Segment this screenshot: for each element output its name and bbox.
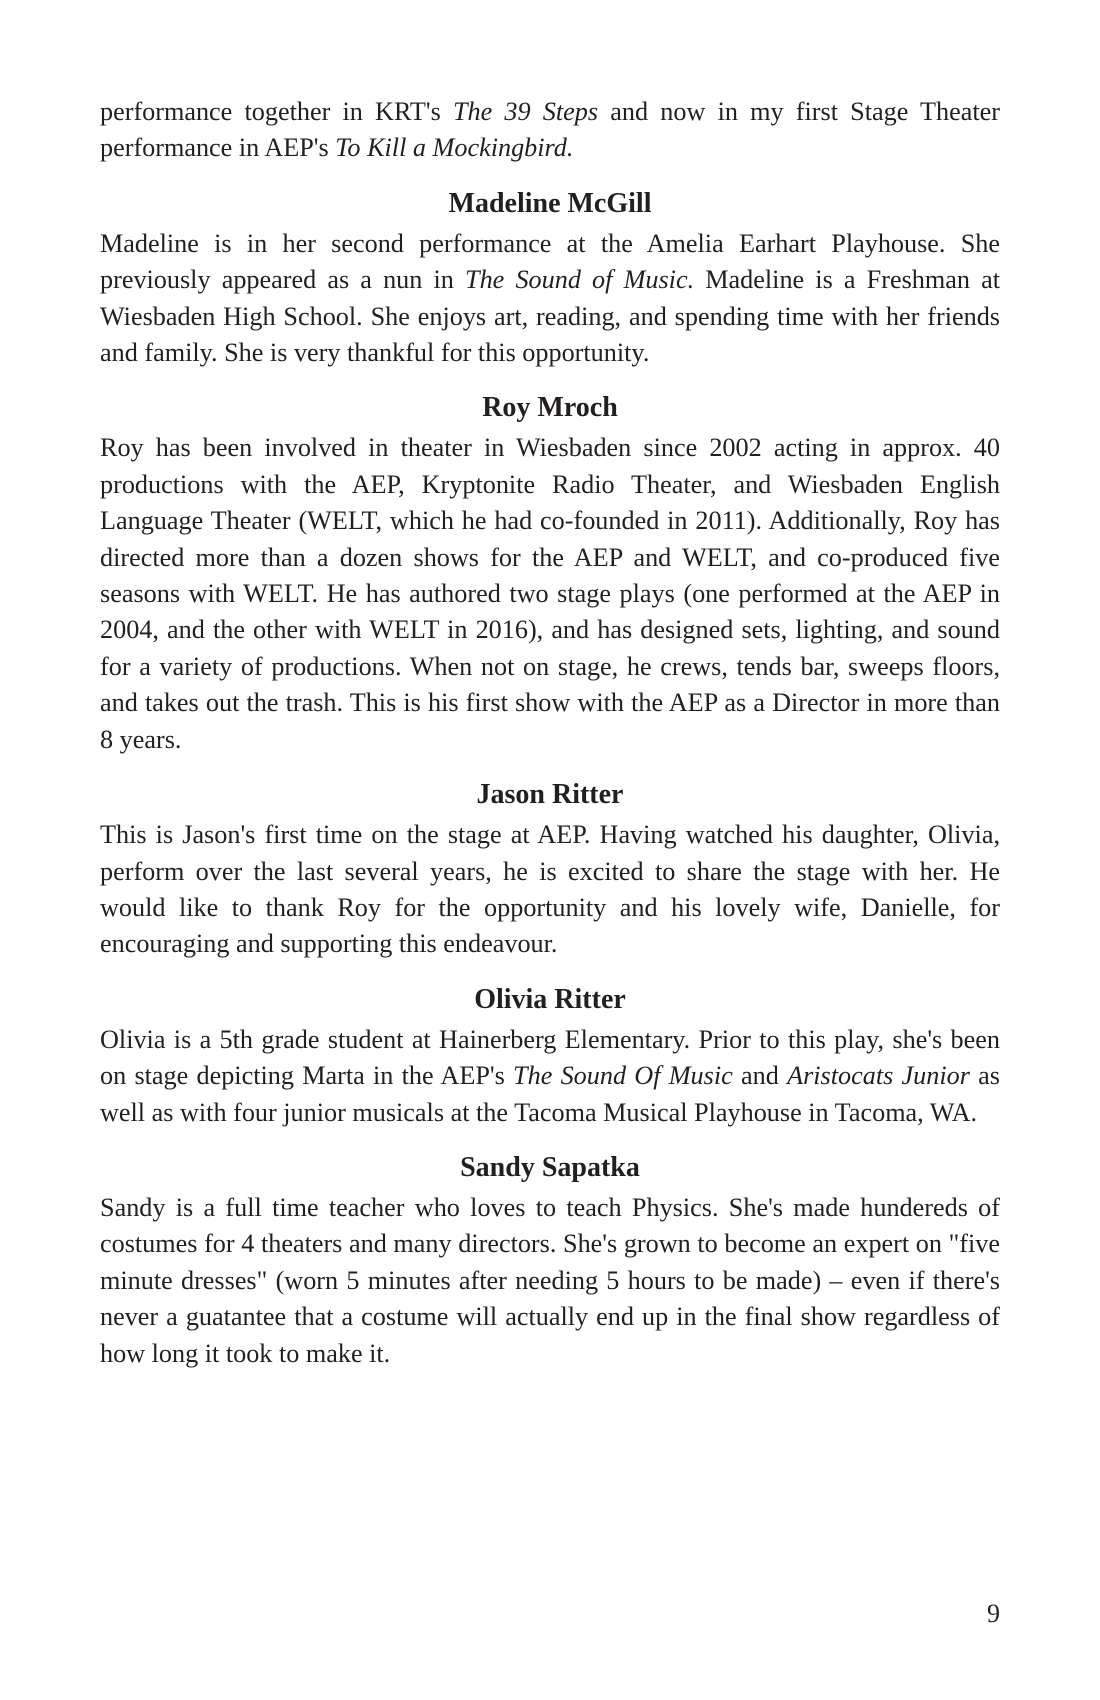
bio-text-olivia-ritter xyxy=(100,1022,1000,1131)
bio-italic-title: The Sound Of Music xyxy=(513,1061,733,1091)
bio-text-segment: and xyxy=(732,1061,788,1091)
page-number: 9 xyxy=(987,1599,1000,1628)
bio-text-segment: as well as with four junior musicals at the Tacoma Musical Playhouse in Tacoma, WA. xyxy=(100,1061,1000,1127)
bio-italic-title: The Sound of Music. xyxy=(465,265,695,295)
page-content xyxy=(100,94,1000,1372)
bio-text-sandy-sapatka: Sandy is a full time teacher who loves to teach Physics. She's made hundereds of costumes for 4 theaters and many directors. She's grown to become an expert on "five minute dresses" (worn 5 minutes after needing 5 hours to be made) – even if there's never a guatantee that a costume will actually end up in the final show regardless of how long it took to make it. xyxy=(100,1192,1000,1368)
bio-text-segment: Madeline is a Freshman at Wiesbaden High School. She enjoys art, reading, and spending time with her friends and family. She is very thankful for this opportunity. xyxy=(100,265,1001,368)
bio-heading-jason-ritter: Jason Ritter xyxy=(476,779,624,811)
bio-text-roy-mroch: Roy has been involved in theater in Wiesbaden since 2002 acting in approx. 40 productions with the AEP, Kryptonite Radio Theater, and Wiesbaden English Language Theater (WELT, which he had co-founded in 2011). Additionally, Roy has directed more than a dozen shows for the AEP and WELT, and co-produced five seasons with WELT. He has authored two stage plays (one performed at the AEP in 2004, and the other with WELT in 2016), and has designed sets, lighting, and sound for a variety of productions. When not on stage, he crews, tends bar, sweeps floors, and takes out the trash. This is his first show with the AEP as a Director in more than 8 years. xyxy=(100,433,1000,754)
bio-text-segment: Olivia is a 5th grade student at Hainerberg Elementary. Prior to this play, she's been on stage depicting Marta in the AEP's xyxy=(100,1024,1000,1091)
bio-heading-madeline-mcgill: Madeline McGill xyxy=(448,187,652,219)
bio-italic-title: Aristocats Junior xyxy=(787,1061,970,1091)
bio-heading-sandy-sapatka: Sandy Sapatka xyxy=(460,1151,640,1183)
bio-text-jason-ritter: This is Jason's first time on the stage at AEP. Having watched his daughter, Olivia, perform over the last several years, he is excited to share the stage with her. He would like to thank Roy for the opportunity and his lovely wife, Danielle, for encouraging and supporting this endeavour. xyxy=(100,820,1000,959)
bio-text-segment: Madeline is in her second performance at the Amelia Earhart Playhouse. She previously appeared as a nun in xyxy=(100,228,1000,295)
bio-heading-roy-mroch: Roy Mroch xyxy=(482,392,618,424)
bio-text-madeline-mcgill xyxy=(100,226,1000,372)
intro-text-1: performance together in KRT's xyxy=(100,97,453,126)
intro-title-mockingbird: To Kill a Mockingbird. xyxy=(335,133,574,163)
intro-text-2: and now in my first Stage Theater performance in AEP's xyxy=(100,97,1001,163)
intro-paragraph xyxy=(100,94,1000,167)
bio-heading-olivia-ritter: Olivia Ritter xyxy=(474,983,626,1015)
intro-title-39-steps: The 39 Steps xyxy=(452,97,599,126)
